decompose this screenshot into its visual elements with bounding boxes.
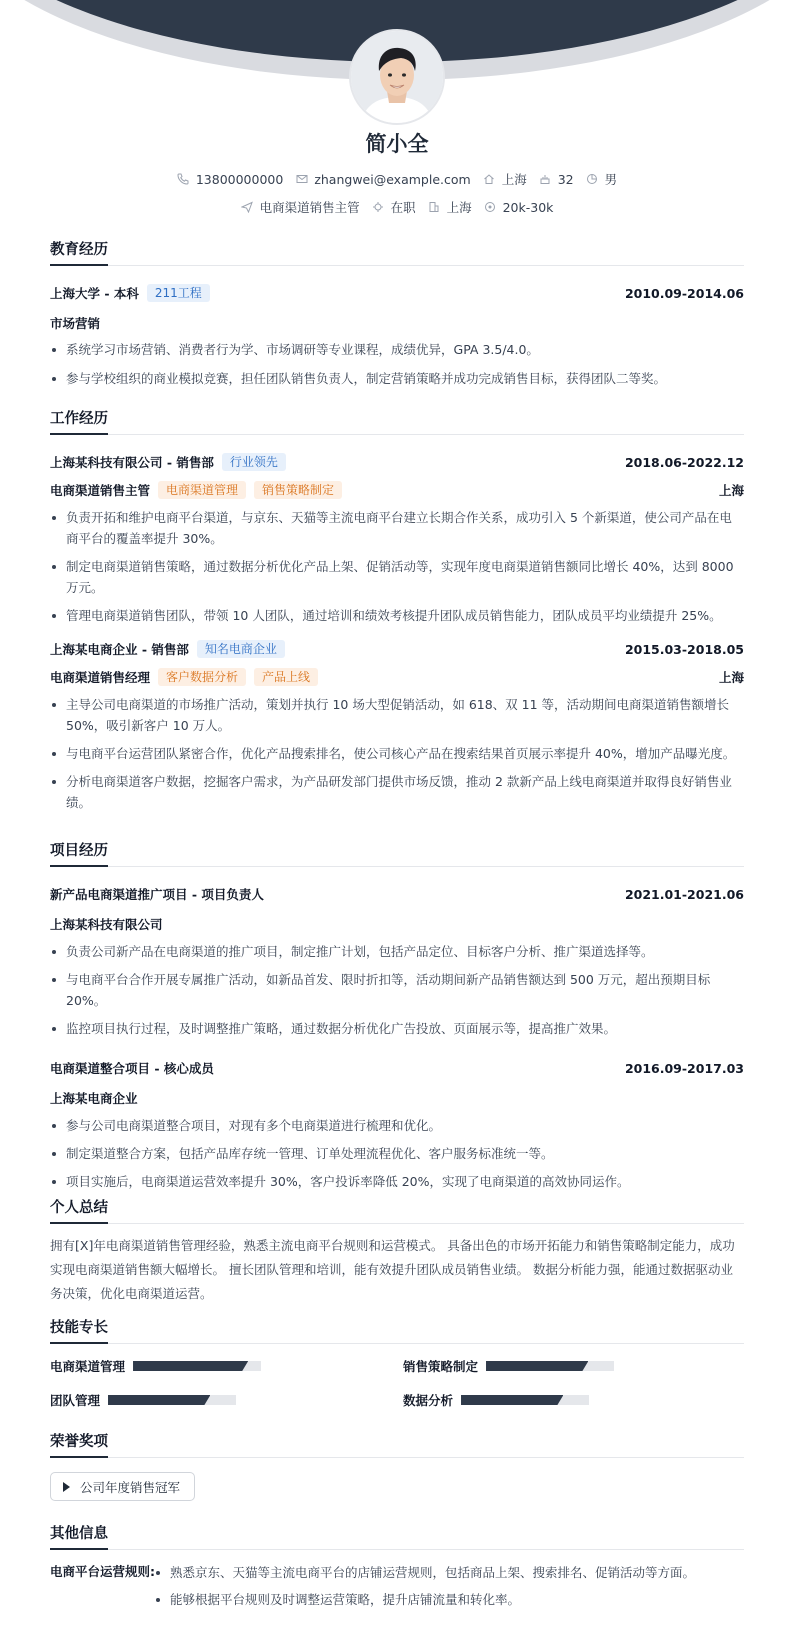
project-title: 电商渠道整合项目 - 核心成员 xyxy=(50,1061,214,1076)
salary-icon xyxy=(484,201,497,214)
gender-icon xyxy=(586,173,599,186)
avatar xyxy=(349,29,445,125)
target-city-item xyxy=(428,198,472,216)
section-title-summary: 个人总结 xyxy=(50,1196,744,1224)
section-title-work: 工作经历 xyxy=(50,407,744,435)
list-item: 监控项目执行过程，及时调整推广策略，通过数据分析优化广告投放、页面展示等，提高推广效果。 xyxy=(50,1018,744,1039)
cake-icon xyxy=(539,173,552,186)
awards-section xyxy=(50,1430,744,1458)
work-location: 上海 xyxy=(718,670,744,685)
skill-item xyxy=(50,1357,261,1375)
avatar-photo xyxy=(351,31,443,123)
list-item: 系统学习市场营销、消费者行为学、市场调研等专业课程，成绩优异，GPA 3.5/4.0。 xyxy=(50,339,744,360)
phone-text: 13800000000 xyxy=(195,171,284,187)
section-title-skills: 技能专长 xyxy=(50,1316,744,1344)
role-tag: 电商渠道管理 xyxy=(158,481,246,499)
list-item: 主导公司电商渠道的市场推广活动，策划并执行 10 场大型促销活动，如 618、双 11 等，活动期间电商渠道销售额增长 50%，吸引新客户 10 万人。 xyxy=(50,694,744,736)
phone-item xyxy=(177,172,283,187)
list-item: 熟悉京东、天猫等主流电商平台的店铺运营规则，包括商品上架、搜索排名、促销活动等方面。 xyxy=(154,1562,744,1583)
skill-bar-fill xyxy=(486,1361,588,1371)
education-period: 2010.09-2014.06 xyxy=(624,285,744,301)
salary-text: 20k-30k xyxy=(502,199,554,215)
school-name: 上海大学 - 本科 xyxy=(50,286,139,301)
work-entry-head-1 xyxy=(50,453,744,471)
phone-icon xyxy=(177,173,190,186)
list-item: 参与公司电商渠道整合项目，对现有多个电商渠道进行梳理和优化。 xyxy=(50,1115,744,1136)
other-bullets xyxy=(154,1562,744,1610)
email-item xyxy=(295,172,470,187)
role-tag: 销售策略制定 xyxy=(254,481,342,499)
skill-item xyxy=(50,1391,236,1409)
summary-section xyxy=(50,1196,744,1306)
gender-text: 男 xyxy=(604,172,618,187)
work-entry-head-2 xyxy=(50,640,744,658)
skill-bar-fill xyxy=(108,1395,210,1405)
list-item: 能够根据平台规则及时调整运营策略，提升店铺流量和转化率。 xyxy=(154,1589,744,1610)
role-title: 电商渠道销售经理 xyxy=(50,670,151,685)
other-section xyxy=(50,1522,744,1550)
age-item xyxy=(539,172,574,187)
education-section xyxy=(50,238,744,389)
project-period: 2016.09-2017.03 xyxy=(624,1060,744,1076)
send-icon xyxy=(241,201,254,214)
project-entry-head-2 xyxy=(50,1059,744,1077)
skill-item xyxy=(403,1357,614,1375)
list-item: 参与学校组织的商业模拟竞赛，担任团队销售负责人，制定营销策略并成功完成销售目标，获得团队二等奖。 xyxy=(50,368,744,389)
city-text: 上海 xyxy=(501,172,527,187)
play-icon xyxy=(63,1482,70,1492)
mail-icon xyxy=(295,173,308,186)
list-item: 负责公司新产品在电商渠道的推广项目，制定推广计划，包括产品定位、目标客户分析、推广渠道选择等。 xyxy=(50,941,744,962)
list-item: 项目实施后，电商渠道运营效率提升 30%，客户投诉率降低 20%，实现了电商渠道的高效协同运作。 xyxy=(50,1171,744,1192)
work-section xyxy=(50,407,744,813)
city-item xyxy=(483,170,527,188)
job-intent-row xyxy=(0,198,794,216)
school-tag: 211工程 xyxy=(147,284,210,302)
age-text: 32 xyxy=(557,171,574,187)
home-icon xyxy=(483,173,496,186)
major: 市场营销 xyxy=(50,316,101,331)
list-item: 制定渠道整合方案，包括产品库存统一管理、订单处理流程优化、客户服务标准统一等。 xyxy=(50,1143,744,1164)
status-item xyxy=(372,198,416,216)
section-title-other: 其他信息 xyxy=(50,1522,744,1550)
list-item: 与电商平台运营团队紧密合作，优化产品搜索排名，使公司核心产品在搜索结果首页展示率提升 40%，增加产品曝光度。 xyxy=(50,743,744,764)
contact-info-row xyxy=(0,170,794,188)
project-period: 2021.01-2021.06 xyxy=(624,886,744,902)
education-bullets xyxy=(50,339,744,389)
work-bullets-2 xyxy=(50,694,744,813)
list-item: 管理电商渠道销售团队，带领 10 人团队，通过培训和绩效考核提升团队成员销售能力，团队成员平均业绩提升 25%。 xyxy=(50,605,744,626)
skill-name: 销售策略制定 xyxy=(403,1359,479,1374)
project-entry-head-1 xyxy=(50,885,744,903)
list-item: 分析电商渠道客户数据，挖掘客户需求，为产品研发部门提供市场反馈，推动 2 款新产品上线电商渠道并取得良好销售业绩。 xyxy=(50,771,744,813)
work-role-row-1 xyxy=(50,481,744,499)
building-icon xyxy=(428,201,441,214)
education-entry-head xyxy=(50,284,744,302)
email-text: zhangwei@example.com xyxy=(314,171,471,187)
skill-name: 数据分析 xyxy=(403,1393,454,1408)
section-title-awards: 荣誉奖项 xyxy=(50,1430,744,1458)
list-item: 负责开拓和维护电商平台渠道，与京东、天猫等主流电商平台建立长期合作关系，成功引入 5 个新渠道，使公司产品在电商平台的覆盖率提升 30%。 xyxy=(50,507,744,549)
status-text: 在职 xyxy=(390,200,416,215)
role-tag: 产品上线 xyxy=(254,668,318,686)
role-title: 电商渠道销售主管 xyxy=(50,483,151,498)
status-icon xyxy=(372,201,385,214)
skill-name: 电商渠道管理 xyxy=(50,1359,126,1374)
role-tag: 客户数据分析 xyxy=(158,668,246,686)
section-title-education: 教育经历 xyxy=(50,238,744,266)
list-item: 与电商平台合作开展专属推广活动，如新品首发、限时折扣等，活动期间新产品销售额达到 500 万元，超出预期目标 20%。 xyxy=(50,969,744,1011)
skill-bar xyxy=(461,1395,589,1405)
project-company: 上海某科技有限公司 xyxy=(50,917,163,932)
target-position-item xyxy=(241,198,360,216)
other-label: 电商平台运营规则: xyxy=(50,1564,155,1579)
work-location: 上海 xyxy=(718,483,744,498)
candidate-name: 简小全 xyxy=(365,132,429,156)
work-bullets-1 xyxy=(50,507,744,626)
project-bullets-2 xyxy=(50,1115,744,1192)
skill-name: 团队管理 xyxy=(50,1393,101,1408)
summary-text: 拥有[X]年电商渠道销售管理经验，熟悉主流电商平台规则和运营模式。 具备出色的市场开拓能力和销售策略制定能力，成功实现电商渠道销售额大幅增长。 擅长团队管理和培训，能有效提升团队成员销售业绩。 数据分析能力强，能通过数据驱动业务决策，优化电商渠道运营。 xyxy=(50,1238,735,1301)
company-tag: 行业领先 xyxy=(222,453,286,471)
gender-item xyxy=(586,170,618,188)
award-label: 公司年度销售冠军 xyxy=(80,1479,181,1495)
skill-bar xyxy=(486,1361,614,1371)
projects-section xyxy=(50,839,744,1192)
award-item[interactable] xyxy=(50,1472,195,1501)
skills-section xyxy=(50,1316,744,1344)
target-position-text: 电商渠道销售主管 xyxy=(259,200,360,215)
work-role-row-2 xyxy=(50,668,744,686)
project-title: 新产品电商渠道推广项目 - 项目负责人 xyxy=(50,887,264,902)
target-city-text: 上海 xyxy=(446,200,472,215)
skill-bar xyxy=(133,1361,261,1371)
company-name: 上海某电商企业 - 销售部 xyxy=(50,642,189,657)
project-company: 上海某电商企业 xyxy=(50,1091,138,1106)
company-tag: 知名电商企业 xyxy=(197,640,285,658)
company-name: 上海某科技有限公司 - 销售部 xyxy=(50,455,214,470)
skill-bar-fill xyxy=(133,1361,248,1371)
salary-item xyxy=(484,200,554,215)
project-bullets-1 xyxy=(50,941,744,1039)
skill-item xyxy=(403,1391,589,1409)
skill-bar xyxy=(108,1395,236,1405)
section-title-projects: 项目经历 xyxy=(50,839,744,867)
skill-bar-fill xyxy=(461,1395,563,1405)
work-period: 2015.03-2018.05 xyxy=(624,641,744,657)
work-period: 2018.06-2022.12 xyxy=(624,454,744,470)
list-item: 制定电商渠道销售策略，通过数据分析优化产品上架、促销活动等，实现年度电商渠道销售额同比增长 40%，达到 8000 万元。 xyxy=(50,556,744,598)
